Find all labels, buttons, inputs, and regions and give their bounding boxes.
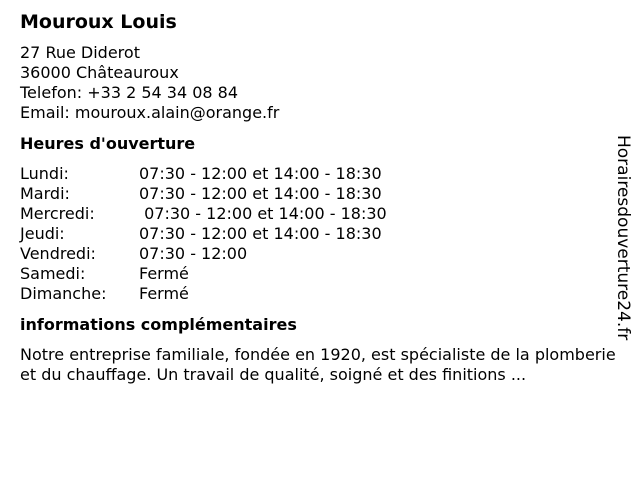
day-hours: Fermé — [139, 264, 189, 283]
day-hours: 07:30 - 12:00 et 14:00 - 18:30 — [139, 164, 382, 183]
business-card — [20, 11, 616, 385]
opening-hours-table — [20, 164, 610, 304]
email-line: Email: mouroux.alain@orange.fr — [20, 103, 280, 122]
day-label: Dimanche: — [20, 284, 107, 303]
day-label: Samedi: — [20, 264, 86, 283]
day-label: Vendredi: — [20, 244, 96, 263]
day-label: Jeudi: — [20, 224, 65, 243]
day-hours: 07:30 - 12:00 — [139, 244, 248, 263]
day-hours: 07:30 - 12:00 et 14:00 - 18:30 — [139, 204, 387, 223]
day-hours: Fermé — [139, 284, 189, 303]
site-watermark: Horairesdouverture24.fr — [613, 135, 633, 341]
phone-line: Telefon: +33 2 54 34 08 84 — [20, 83, 239, 102]
day-hours: 07:30 - 12:00 et 14:00 - 18:30 — [139, 184, 382, 203]
hours-row-friday — [20, 244, 610, 264]
day-hours: 07:30 - 12:00 et 14:00 - 18:30 — [139, 224, 382, 243]
hours-row-wednesday — [20, 204, 610, 224]
address-street: 27 Rue Diderot — [20, 43, 140, 62]
address-city: 36000 Châteauroux — [20, 63, 179, 82]
hours-row-monday — [20, 164, 610, 184]
day-label: Mercredi: — [20, 204, 95, 223]
day-label: Lundi: — [20, 164, 69, 183]
day-label: Mardi: — [20, 184, 70, 203]
hours-row-sunday — [20, 284, 610, 304]
additional-info-title: informations complémentaires — [20, 315, 297, 334]
hours-row-tuesday — [20, 184, 610, 204]
opening-hours-title: Heures d'ouverture — [20, 134, 196, 153]
additional-info-text: Notre entreprise familiale, fondée en 1920, est spécialiste de la plomberie et du chauffage. Un travail de qualité, soigné et des finitions ... — [20, 345, 616, 384]
hours-row-thursday — [20, 224, 610, 244]
business-name: Mouroux Louis — [20, 11, 177, 33]
hours-row-saturday — [20, 264, 610, 284]
